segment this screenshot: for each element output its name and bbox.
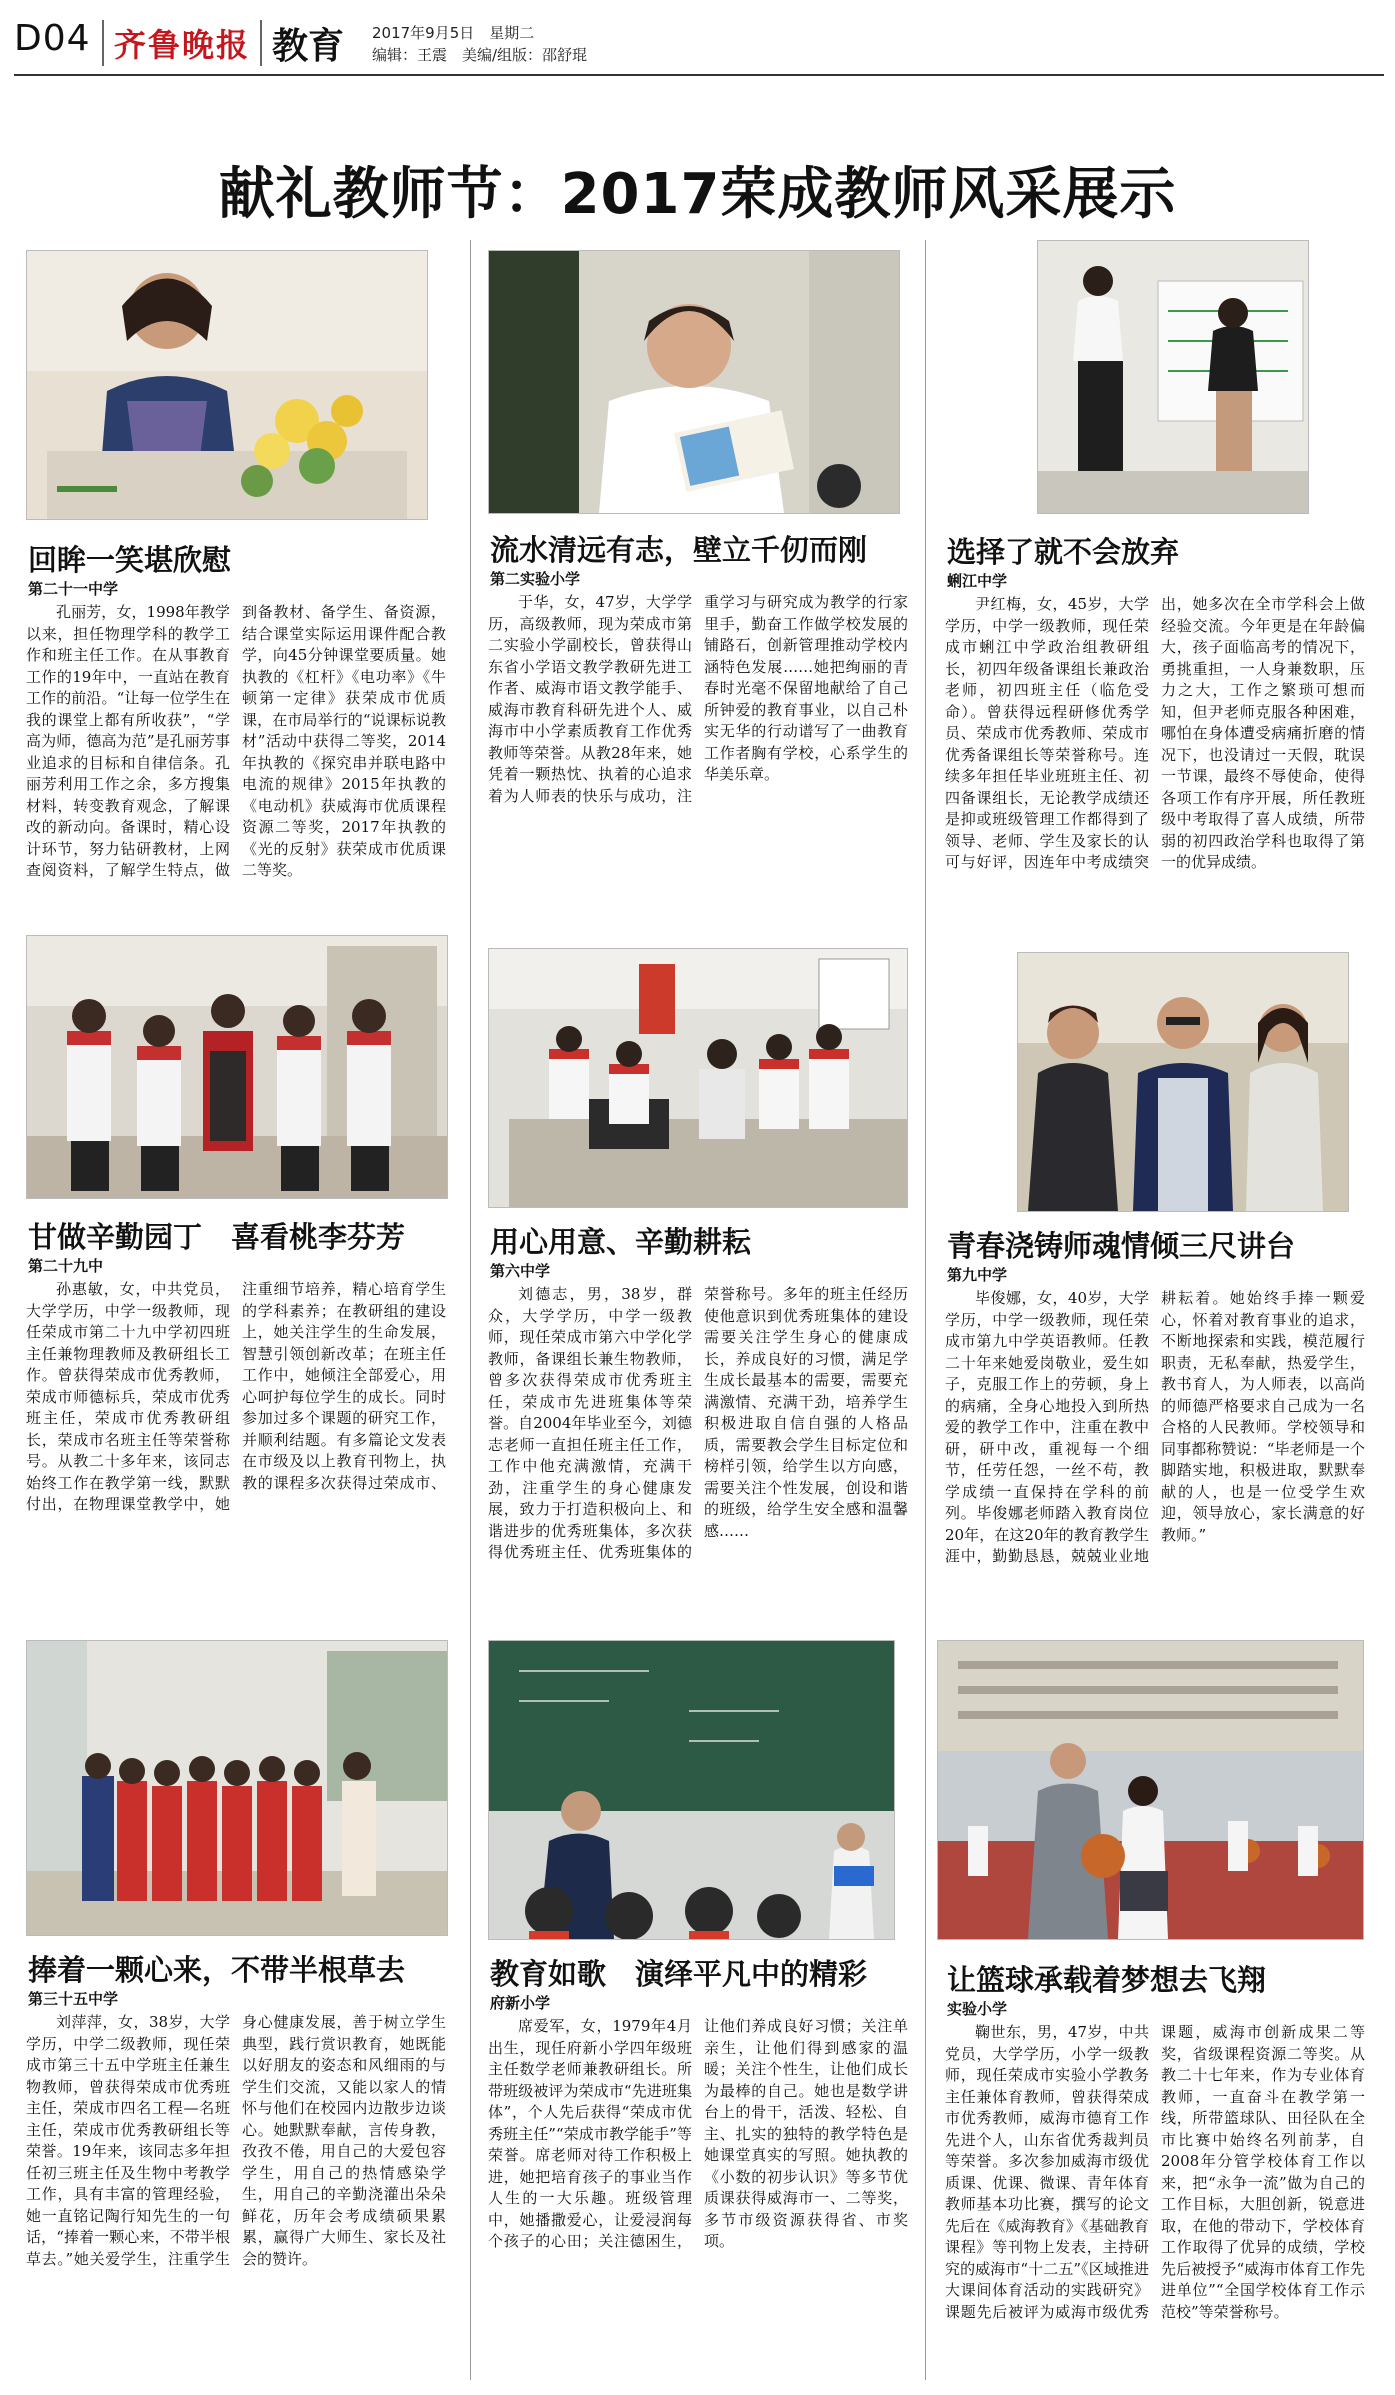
article-body bbox=[945, 2022, 1365, 2374]
article-body bbox=[26, 1279, 446, 1519]
article-body bbox=[26, 2012, 446, 2364]
article-body bbox=[26, 602, 446, 914]
article-text: 毕俊娜，女，40岁，大学学历，中学一级教师，现任荣成市第九中学英语教师。任教二十年来她爱岗敬业，爱生如子，克服工作上的劳顿，身上的病痛，全身心地投入到所热爱的教学工作中，注重在教中研，研中改，重视每一个细节，任劳任怨，一丝不苟，教学成绩一直保持在学科的前列。毕俊娜老师踏入教育岗位20年，在这20年的教育教学生涯中，勤勤恳恳，兢兢业业地耕耘着。她始终手捧一颗爱心，怀着对教育事业的追求，不断地探索和实践，模范履行职责，无私奉献，热爱学生，教书育人，为人师表，以高尚的师德严格要求自己成为一名合格的人民教师。学校领导和同事都称赞说：“毕老师是一个脚踏实地，积极进取，默默奉献的人，也是一位受学生欢迎，领导放心，家长满意的好教师。” bbox=[945, 1289, 1365, 1565]
masthead-divider bbox=[102, 20, 104, 66]
article-title: 教育如歌 演绎平凡中的精彩 bbox=[490, 1957, 868, 1991]
article-text: 鞠世东，男，47岁，中共党员，大学学历，小学一级教师，现任荣成市实验小学教务主任兼体育教师，曾获得荣成市优秀教师，威海市德育工作先进个人，山东省优秀裁判员等荣誉。多次参加威海市级优质课、优课、微课、青年体育教师基本功比赛，撰写的论文先后在《威海教育》《基础教育课程》等刊物上发表，主持研究的威海市“十二五”《区域推进大课间体育活动的实践研究》课题先后被评为威海市级优秀课题，威海市创新成果二等奖，省级课程资源二等奖。从教二十七年来，作为专业体育教师，一直奋斗在教学第一线，所带篮球队、田径队在全市比赛中始终名列前茅，自2008年分管学校体育工作以来，把“永争一流”做为自己的工作目标，大胆创新，锐意进取，在他的带动下，学校体育工作取得了优异的成绩，学校先后被授予“威海市体育工作先进单位”“全国学校体育工作示范校”等荣誉称号。 bbox=[945, 2023, 1365, 2321]
article-body bbox=[945, 594, 1365, 924]
article-title: 捧着一颗心来，不带半根草去 bbox=[28, 1953, 406, 1987]
column-divider bbox=[470, 240, 471, 2380]
article-title: 选择了就不会放弃 bbox=[947, 535, 1180, 569]
article-title: 让篮球承载着梦想去飞翔 bbox=[947, 1963, 1267, 1997]
article-body bbox=[945, 1288, 1365, 1624]
article-text: 于华，女，47岁，大学学历，高级教师，现为荣成市第二实验小学副校长，曾获得山东省小学语文教学教研先进工作者、威海市语文教学能手、威海市教育科研先进个人、威海市中小学素质教育工作优秀教师等荣誉。从教28年来，她凭着一颗热忱、执着的心追求着为人师表的快乐与成功，注重学习与研究成为教学的行家里手，勤奋工作做学校发展的铺路石，创新管理推动学校内涵特色发展……她把绚丽的青春时光毫不保留地献给了自己所钟爱的教育事业，以自己朴实无华的行动谱写了一曲教育工作者胸有学校，心系学生的华美乐章。 bbox=[488, 593, 908, 805]
article-text: 孙惠敏，女，中共党员，大学学历，中学一级教师，现任荣成市第二十九中学初四班主任兼物理教师及教研组长工作。曾获得荣成市优秀教师，荣成市师德标兵，荣成市优秀班主任，荣成市优秀教研组长，荣成市名班主任等荣誉称号。从教二十多年来，该同志始终工作在教学第一线，默默付出，在物理课堂教学中，她注重细节培养，精心培育学生的学科素养；在教研组的建设上，她关注学生的生命发展，智慧引领创新改革；在班主任工作中，她倾注全部爱心，用心呵护每位学生的成长。同时参加过多个课题的研究工作，并顺利结题。有多篇论文发表在市级及以上教育刊物上，执教的课程多次获得过荣成市、 bbox=[26, 1280, 446, 1513]
date-line: 2017年9月5日 星期二 bbox=[372, 24, 535, 42]
column-right bbox=[937, 240, 1375, 2380]
column-middle bbox=[480, 240, 918, 2380]
page-headline: 献礼教师节：2017荣成教师风采展示 bbox=[218, 162, 1177, 227]
section-name: 教育 bbox=[272, 26, 345, 67]
column-left bbox=[18, 240, 456, 2380]
article-title: 用心用意、辛勤耕耘 bbox=[490, 1225, 752, 1259]
article-school: 第六中学 bbox=[490, 1262, 551, 1280]
teacher-photo bbox=[26, 250, 428, 520]
column-divider bbox=[925, 240, 926, 2380]
masthead-rule bbox=[14, 74, 1384, 76]
article-title: 甘做辛勤园丁 喜看桃李芬芳 bbox=[28, 1220, 406, 1254]
article-school: 蜊江中学 bbox=[947, 572, 1008, 590]
masthead-divider bbox=[260, 20, 262, 66]
teacher-photo bbox=[26, 1640, 448, 1936]
article-school: 第二实验小学 bbox=[490, 570, 581, 588]
article-school: 第三十五中学 bbox=[28, 1990, 119, 2008]
teacher-photo bbox=[488, 250, 900, 514]
article-title: 流水清远有志，壁立千仞而刚 bbox=[490, 533, 868, 567]
article-title: 青春浇铸师魂情倾三尺讲台 bbox=[947, 1229, 1296, 1263]
article-text: 刘德志，男，38岁，群众，大学学历，中学一级教师，现任荣成市第六中学化学教师，备课组长兼生物教师，曾多次获得荣成市优秀班主任，荣成市先进班集体等荣誉。自2004年毕业至今，刘德志老师一直担任班主任工作，工作中他充满激情，充满干劲，注重学生的身心健康发展，致力于打造积极向上、和谐进步的优秀班集体，多次获得优秀班主任、优秀班集体的荣誉称号。多年的班主任经历使他意识到优秀班集体的建设需要关注学生身心的健康成长，养成良好的习惯，满足学生成长最基本的需要，需要充满激情、充满干劲，培养学生积极进取自信自强的人格品质，需要教会学生目标定位和榜样引领，给学生以方向感，需要关注个性发展，创设和谐的班级，给学生安全感和温馨感…… bbox=[488, 1285, 908, 1561]
article-text: 刘萍萍，女，38岁，大学学历，中学二级教师，现任荣成市第三十五中学班主任兼生物教师，曾获得荣成市优秀班主任，荣成市四名工程—名班主任，荣成市优秀教研组长等荣誉。19年来，该同志多年担任初三班主任及生物中考教学工作，具有丰富的管理经验，她一直铭记陶行知先生的一句话，“捧着一颗心来，不带半根草去。”她关爱学生，注重学生身心健康发展，善于树立学生典型，践行赏识教育，她既能以好朋友的姿态和风细雨的与学生们交流，又能以家人的情怀与他们在校园内边散步边谈心。她默默奉献，言传身教，孜孜不倦，用自己的大爱包容学生，用自己的热情感染学生，用自己的辛勤浇灌出朵朵鲜花，历年会考成绩硕果累累，赢得广大师生、家长及社会的赞许。 bbox=[26, 2013, 446, 2268]
article-body bbox=[488, 592, 908, 922]
teacher-photo bbox=[1037, 240, 1309, 514]
article-text: 席爱军，女，1979年4月出生，现任府新小学四年级班主任数学老师兼教研组长。所带班级被评为荣成市“先进班集体”，个人先后获得“荣成市优秀班主任”“荣成市教学能手”等荣誉。席老师对待工作积极上进，她把培育孩子的事业当作人生的一大乐趣。班级管理中，她播撒爱心，让爱浸润每个孩子的心田；关注德困生，让他们养成良好习惯；关注单亲生，让他们得到感家的温暖；关注个性生，让他们成长为最棒的自己。她也是数学讲台上的骨干，活泼、轻松、自主、扎实的独特的教学特色是她课堂真实的写照。她执教的《小数的初步认识》等多节优质课获得威海市一、二等奖，多节市级资源获得省、市奖项。 bbox=[488, 2017, 908, 2250]
newspaper-logo: 齐鲁晚报 bbox=[114, 26, 251, 64]
teacher-photo bbox=[488, 1640, 895, 1940]
article-school: 府新小学 bbox=[490, 1994, 551, 2012]
article-body bbox=[488, 2016, 908, 2368]
teacher-photo bbox=[26, 935, 448, 1199]
article-school: 第二十九中 bbox=[28, 1257, 104, 1275]
editor-line: 编辑：王震 美编/组版：邵舒琨 bbox=[372, 46, 588, 64]
teacher-photo bbox=[937, 1640, 1364, 1940]
article-school: 第二十一中学 bbox=[28, 580, 119, 598]
article-body bbox=[488, 1284, 908, 1620]
teacher-photo bbox=[488, 948, 908, 1208]
article-text: 尹红梅，女，45岁，大学学历，中学一级教师，现任荣成市蜊江中学政治组教研组长，初四年级备课组长兼政治老师，初四班主任（临危受命）。曾获得远程研修优秀学员、荣成市优秀教师、荣成市优秀备课组长等荣誉称号。连续多年担任毕业班班主任、初四备课组长，无论教学成绩还是抑或班级管理工作都得到了领导、老师、学生及家长的认可与好评，因连年中考成绩突出，她多次在全市学科会上做经验交流。今年更是在年龄偏大，孩子面临高考的情况下，勇挑重担，一人身兼数职，压力之大，工作之繁琐可想而知，但尹老师克服各种困难，哪怕在身体遭受病痛折磨的情况下，也没请过一天假，耽误一节课，最终不辱使命，使得各项工作有序开展，所任教班级中考取得了喜人成绩，所带弱的初四政治学科也取得了第一的优异成绩。 bbox=[945, 595, 1365, 871]
article-school: 第九中学 bbox=[947, 1266, 1008, 1284]
masthead bbox=[0, 0, 1395, 74]
page-number: D04 bbox=[14, 18, 91, 59]
article-title: 回眸一笑堪欣慰 bbox=[28, 543, 232, 577]
article-school: 实验小学 bbox=[947, 2000, 1008, 2018]
article-text: 孔丽芳，女，1998年教学以来，担任物理学科的教学工作和班主任工作。在从事教育工作的19年中，一直站在教育工作的前沿。“让每一位学生在我的课堂上都有所收获”，“学高为师，德高为范”是孔丽芳事业追求的目标和自律信条。孔丽芳利用工作之余，多方搜集材料，转变教育观念，了解课改的新动向。备课时，精心设计环节，努力钻研教材，上网查阅资料，了解学生特点，做到备教材、备学生、备资源，结合课堂实际运用课件配合教学，向45分钟课堂要质量。她执教的《杠杆》《电功率》《牛顿第一定律》获荣成市优质课，在市局举行的“说课标说教材”活动中获得二等奖，2014年执教的《探究串并联电路中电流的规律》2015年执教的《电动机》获威海市优质课程资源二等奖，2017年执教的《光的反射》获荣成市优质课二等奖。 bbox=[26, 603, 446, 879]
teacher-photo bbox=[1017, 952, 1349, 1212]
